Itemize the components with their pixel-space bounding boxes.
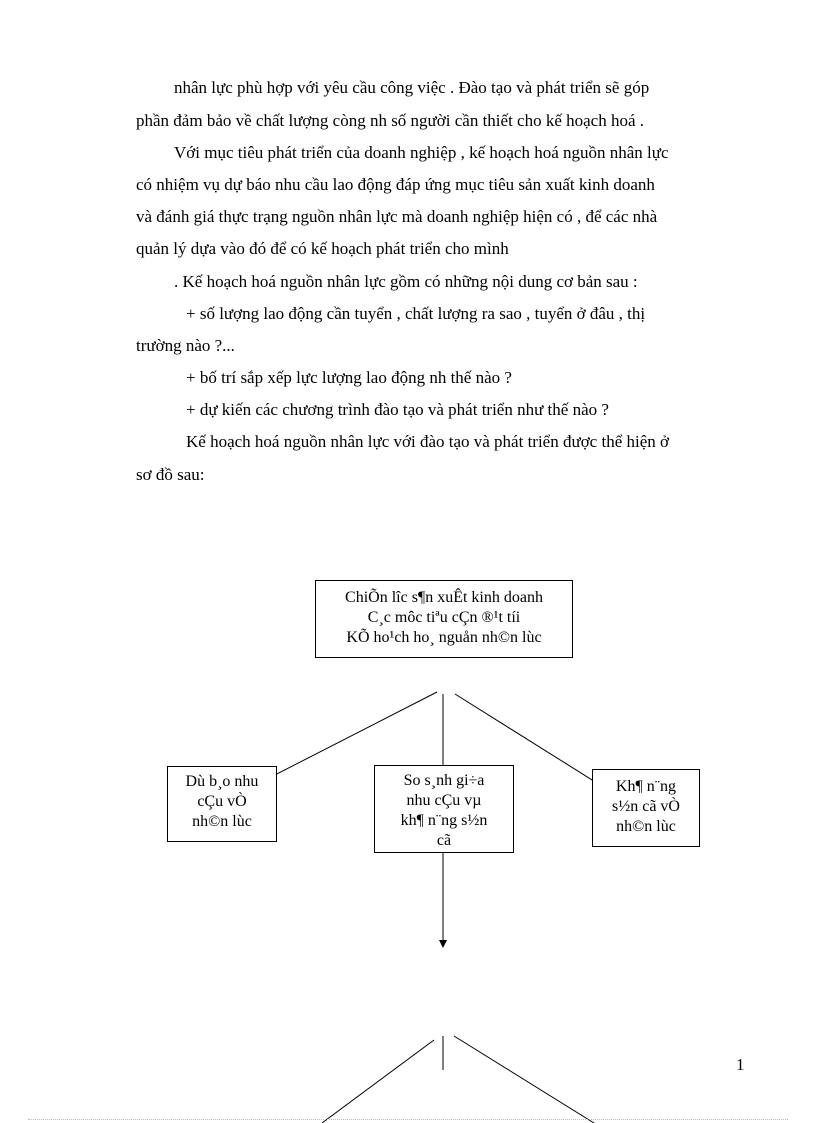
right-box-line-1: Kh¶ n¨ng — [615, 778, 677, 795]
text-line-6: quản lý dựa vào đó để có kế hoạch phát triển cho mình — [136, 239, 509, 258]
left-box-line-3: nh©n lùc — [192, 813, 252, 830]
text-line-3: Với mục tiêu phát triển của doanh nghiệp , kế hoạch hoá nguồn nhân lực — [174, 143, 669, 162]
text-line-11: + dự kiến các chương trình đào tạo và phát triển như thế nào ? — [186, 400, 609, 419]
text-line-8: + số lượng lao động cần tuyển , chất lượng ra sao , tuyển ở đâu , thị — [186, 304, 646, 323]
connector-lower-left — [322, 1040, 434, 1123]
right-box-line-3: nh©n lùc — [616, 818, 676, 835]
text-line-1: nhân lực phù hợp với yêu cầu công việc . Đào tạo và phát triển sẽ góp — [174, 78, 650, 97]
left-box-line-2: cÇu vÒ — [197, 793, 247, 810]
text-line-12: Kế hoạch hoá nguồn nhân lực với đào tạo và phát triển được thể hiện ở — [186, 432, 670, 451]
diagram-right-box — [592, 769, 700, 847]
middle-box-line-2: nhu cÇu vµ — [406, 792, 482, 809]
top-box-line-1: ChiÕn lîc s¶n xuÊt kinh doanh — [345, 589, 543, 606]
right-box-line-2: s½n cã vÒ — [612, 798, 680, 815]
top-box-line-3: KÕ ho¹ch ho¸ nguån nh©n lùc — [346, 629, 542, 646]
text-line-4: có nhiệm vụ dự báo nhu cầu lao động đáp ứng mục tiêu sản xuất kinh doanh — [136, 175, 655, 194]
text-line-5: và đánh giá thực trạng nguồn nhân lực mà doanh nghiệp hiện có , để các nhà — [136, 207, 658, 226]
diagram-left-box — [167, 766, 277, 842]
footer-divider — [28, 1119, 788, 1120]
page-number: 1 — [736, 1055, 745, 1074]
middle-box-line-4: cã — [436, 832, 452, 849]
text-line-10: + bố trí sắp xếp lực lượng lao động nh thế nào ? — [186, 368, 512, 387]
middle-box-line-3: kh¶ n¨ng s½n — [400, 812, 488, 829]
top-box-line-2: C¸c môc tiªu cÇn ®¹t tíi — [367, 609, 521, 626]
text-line-13: sơ đồ sau: — [136, 465, 205, 484]
text-line-9: trường nào ?... — [136, 336, 235, 355]
connector-lower-right — [454, 1036, 594, 1123]
left-box-line-1: Dù b¸o nhu — [185, 773, 259, 790]
middle-box-line-1: So s¸nh gi÷a — [403, 772, 485, 789]
diagram-top-box — [315, 580, 573, 658]
text-line-7: . Kế hoạch hoá nguồn nhân lực gồm có những nội dung cơ bản sau : — [174, 272, 638, 291]
text-line-2: phần đảm bảo về chất lượng còng nh số người cần thiết cho kế hoạch hoá . — [136, 111, 645, 130]
diagram-middle-box — [374, 765, 514, 853]
